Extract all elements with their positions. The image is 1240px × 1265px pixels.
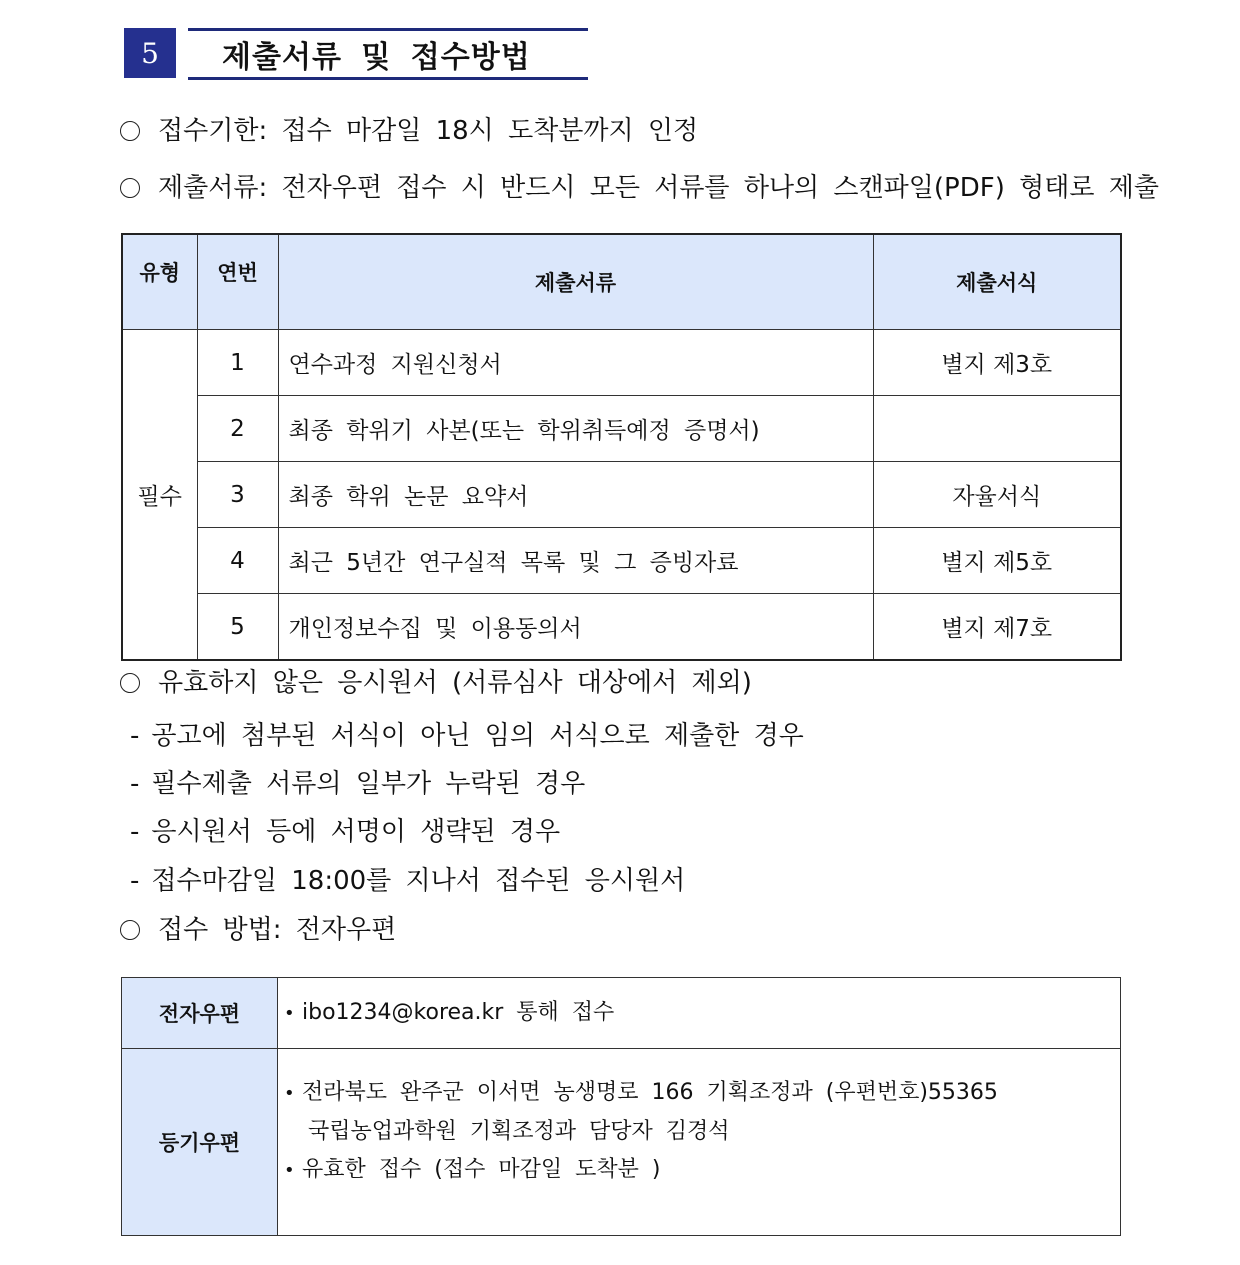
header-number: 연번 (197, 234, 278, 330)
email-cell (278, 978, 1121, 1049)
table-row (122, 1049, 1121, 1236)
bullet-dot-icon: • (284, 1002, 295, 1024)
deadline-line (120, 114, 698, 148)
table-row (122, 528, 1121, 594)
dash-bullet-icon: - (130, 721, 140, 751)
method-line (120, 913, 396, 947)
deadline-text: 접수기한: 접수 마감일 18시 도착분까지 인정 (158, 116, 699, 146)
email-text: ibo1234@korea.kr 통해 접수 (302, 999, 615, 1025)
documents-table (121, 233, 1122, 661)
post-cell (278, 1049, 1121, 1236)
row-form (873, 396, 1121, 462)
table-row (122, 396, 1121, 462)
invalid-heading (120, 666, 752, 700)
table-header-row (122, 234, 1121, 330)
row-number: 5 (197, 594, 278, 661)
row-document: 최종 학위기 사본(또는 학위취득예정 증명서) (278, 396, 873, 462)
type-cell: 필수 (122, 330, 197, 661)
method-table (121, 977, 1121, 1236)
table-row (122, 462, 1121, 528)
row-form: 별지 제3호 (873, 330, 1121, 396)
invalid-item-text: 응시원서 등에 서명이 생략된 경우 (151, 817, 561, 847)
email-label: 전자우편 (122, 978, 278, 1049)
method-text: 접수 방법: 전자우편 (158, 915, 397, 945)
row-document: 연수과정 지원신청서 (278, 330, 873, 396)
table-row (122, 330, 1121, 396)
dash-bullet-icon: - (130, 866, 140, 896)
circle-bullet-icon (120, 920, 140, 940)
invalid-item (130, 767, 585, 801)
invalid-item (130, 815, 560, 849)
dash-bullet-icon: - (130, 817, 140, 847)
circle-bullet-icon (120, 121, 140, 141)
row-document: 개인정보수집 및 이용동의서 (278, 594, 873, 661)
documents-text: 제출서류: 전자우편 접수 시 반드시 모든 서류를 하나의 스캔파일(PDF) 형태로 제출 (158, 173, 1159, 203)
circle-bullet-icon (120, 673, 140, 693)
invalid-item (130, 864, 685, 898)
row-form: 자율서식 (873, 462, 1121, 528)
post-address: 전라북도 완주군 이서면 농생명로 166 기획조정과 (우편번호)55365 (302, 1080, 998, 1105)
bullet-dot-icon: • (284, 1160, 295, 1181)
row-number: 2 (197, 396, 278, 462)
post-recipient: 국립농업과학원 기획조정과 담당자 김경석 (308, 1119, 730, 1144)
post-valid-note: 유효한 접수 (접수 마감일 도착분 ) (302, 1157, 661, 1182)
row-form: 별지 제5호 (873, 528, 1121, 594)
row-form: 별지 제7호 (873, 594, 1121, 661)
section-number-badge: 5 (124, 28, 176, 78)
section-title: 제출서류 및 접수방법 (188, 28, 588, 80)
invalid-heading-text: 유효하지 않은 응시원서 (서류심사 대상에서 제외) (158, 668, 752, 698)
row-document: 최근 5년간 연구실적 목록 및 그 증빙자료 (278, 528, 873, 594)
row-document: 최종 학위 논문 요약서 (278, 462, 873, 528)
invalid-item-text: 공고에 첨부된 서식이 아닌 임의 서식으로 제출한 경우 (151, 721, 804, 751)
header-type: 유형 (122, 234, 197, 330)
dash-bullet-icon: - (130, 769, 140, 799)
row-number: 4 (197, 528, 278, 594)
bullet-dot-icon: • (284, 1083, 295, 1104)
invalid-item-text: 접수마감일 18:00를 지나서 접수된 응시원서 (151, 866, 686, 896)
table-row (122, 594, 1121, 661)
row-number: 1 (197, 330, 278, 396)
documents-line (120, 171, 1159, 205)
row-number: 3 (197, 462, 278, 528)
table-row (122, 978, 1121, 1049)
invalid-item (130, 719, 804, 753)
invalid-item-text: 필수제출 서류의 일부가 누락된 경우 (151, 769, 586, 799)
circle-bullet-icon (120, 178, 140, 198)
post-label: 등기우편 (122, 1049, 278, 1236)
header-document: 제출서류 (278, 234, 873, 330)
header-form: 제출서식 (873, 234, 1121, 330)
